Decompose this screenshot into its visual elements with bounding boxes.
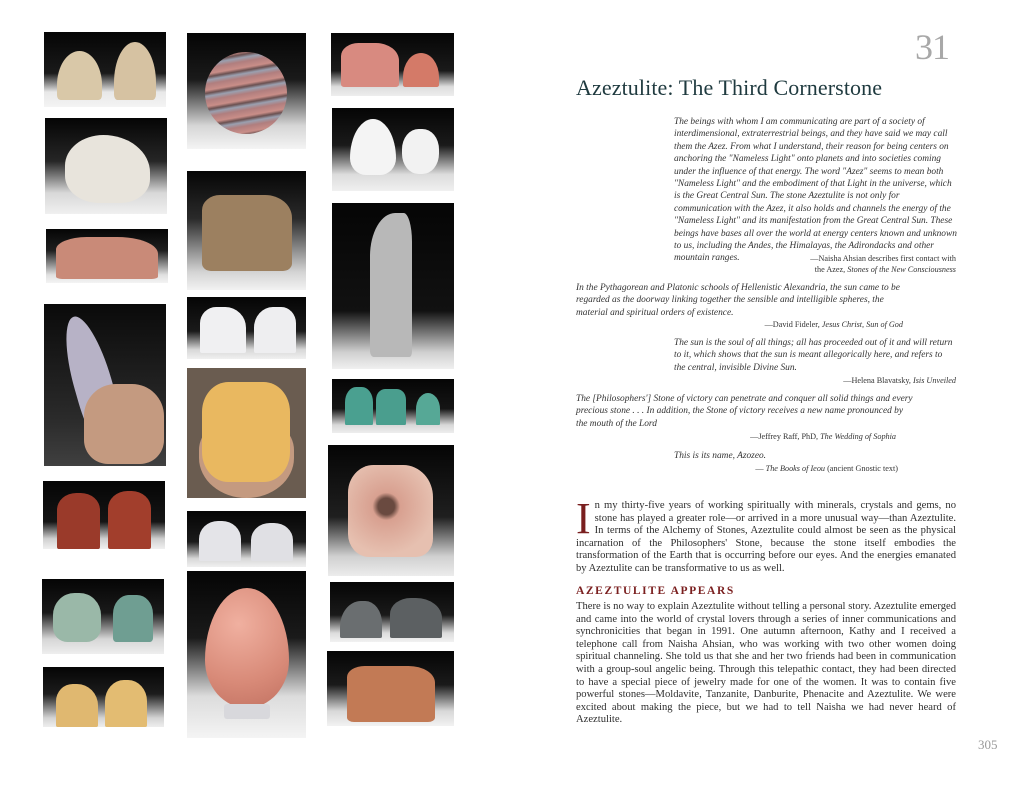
- epigraph-azez: [674, 116, 958, 265]
- chapter-number: 31: [915, 27, 949, 67]
- epigraph-attribution: [600, 431, 896, 442]
- photo-golden-in-hands: [187, 368, 306, 498]
- stone-shape: [56, 237, 158, 279]
- photo-clear-pair: [187, 511, 306, 567]
- photo-orange-cluster: [327, 651, 454, 726]
- stone-shape: [202, 195, 292, 271]
- stone-shape: [113, 595, 153, 642]
- epigraph-text: In the Pythagorean and Platonic schools of Hellenistic Alexandria, the sun came to be regarded as the doorway linking together the sensible and intelligible spheres, the material and spiritual orders of existence.: [576, 283, 900, 318]
- photo-white-pair: [187, 297, 306, 359]
- hand-shape: [84, 384, 164, 464]
- photo-pink-egg: [187, 571, 306, 738]
- photo-pink-pair: [331, 33, 454, 96]
- attribution-author: —Jeffrey Raff, PhD,: [750, 432, 821, 441]
- attribution-line: the Azez,: [814, 265, 848, 274]
- photo-dark-grey-pair: [330, 582, 454, 642]
- photo-smoky-crystal: [187, 171, 306, 290]
- stone-shape: [251, 523, 293, 561]
- stone-shape: [348, 465, 433, 557]
- epigraph-blavatsky: [674, 337, 956, 374]
- attribution-work: Isis Unveiled: [913, 376, 956, 385]
- photo-green-pair: [42, 579, 164, 654]
- attribution-dash: —: [755, 464, 766, 473]
- attribution-work: Stones of the New Consciousness: [847, 265, 956, 274]
- photo-teal-trio: [332, 379, 454, 433]
- stone-shape: [416, 393, 440, 425]
- stone-shape: [202, 382, 290, 482]
- stone-shape: [347, 666, 435, 722]
- epigraph-text: The sun is the soul of all things; all has proceeded out of it and will return to it, which shows that the sun is meant allegorically here, and refers to the central, invisible Divine Sun.: [674, 338, 953, 373]
- stone-shape: [370, 213, 412, 357]
- page-number: 305: [978, 737, 998, 752]
- epigraph-attribution: [700, 375, 956, 386]
- epigraph-attribution: [600, 319, 903, 330]
- intro-text: n my thirty-five years of working spiritually with minerals, crystals and gems, no stone has played a greater role—or arrived in a more unusual way—than Azeztulite. In terms of the Alchemy of Stones, Azeztulite could almost be seen as the physical incarnation of the Philosophers' Stone, because the stone itself embodies the transformation of the Earth that is occurring before our eyes. And the energies emanated by Azeztulite can be transformative to us as well.: [576, 500, 956, 574]
- epigraph-raff: [576, 393, 916, 430]
- attribution-author: —David Fideler,: [764, 320, 822, 329]
- attribution-author: —Helena Blavatsky,: [843, 376, 914, 385]
- epigraph-text: The [Philosophers'] Stone of victory can penetrate and conquer all solid things and every precious stone . . . In addition, the Stone of victory receives a new name pronounced by the mouth of the Lord: [576, 394, 913, 429]
- stone-shape: [254, 307, 296, 353]
- photo-red-pair: [43, 481, 165, 549]
- photo-white-tumbled-pair: [332, 108, 454, 191]
- stone-shape: [56, 684, 98, 727]
- epigraph-attribution: [700, 253, 956, 275]
- egg-stand: [224, 704, 270, 719]
- stone-shape: [376, 389, 406, 425]
- stone-shape: [402, 129, 439, 174]
- photo-yellow-pair: [43, 667, 164, 727]
- photo-grey-tower: [332, 203, 454, 369]
- section-paragraph: [576, 601, 956, 727]
- photo-lavender-in-hand: [44, 304, 166, 466]
- stone-shape: [341, 43, 399, 87]
- epigraph-ieou: [674, 450, 956, 462]
- photo-pink-rough-row: [46, 229, 168, 283]
- photo-cream-pair: [44, 32, 166, 107]
- stone-shape: [105, 680, 147, 727]
- stone-shape: [205, 52, 287, 134]
- attribution-work: The Wedding of Sophia: [820, 432, 896, 441]
- epigraph-text: This is its name, Azozeo.: [674, 451, 767, 461]
- attribution-note: (ancient Gnostic text): [825, 464, 898, 473]
- stone-shape: [390, 598, 442, 638]
- stone-shape: [53, 593, 101, 642]
- photo-banded-sphere: [187, 33, 306, 149]
- stone-shape: [345, 387, 373, 425]
- stone-shape: [340, 601, 382, 638]
- attribution-line: —Naisha Ahsian describes first contact with: [810, 254, 956, 263]
- drop-cap: I: [576, 494, 591, 543]
- stone-shape: [108, 491, 151, 549]
- chapter-title: Azeztulite: The Third Cornerstone: [576, 75, 883, 100]
- section-heading: AZEZTULITE APPEARS: [576, 585, 735, 597]
- intro-paragraph: [576, 494, 956, 576]
- epigraph-pythagorean: [576, 282, 916, 319]
- stone-shape: [57, 493, 100, 549]
- photo-white-cluster: [45, 118, 167, 214]
- epigraph-text: The beings with whom I am communicating are part of a society of interdimensional, extraterrestrial beings, and they have said we may call them the Azez. From what I understand, their reason for being centers on anchoring the "Nameless Light" onto planets and into societies coming under the influence of that energy. The word "Azez" seems to mean both "Nameless Light" and the embodiment of that Light in the universe, which is the Great Central Sun. The stone Azeztulite is not only for communication with the Azez, it also holds and channels the energy of the "Nameless Light" and its manifestation from the Great Central Sun. These beings have bases all over the world at energy centers known and unknown to us, including the Andes, the Himalayas, the Adirondacks and other mountain ranges.: [674, 117, 957, 264]
- epigraph-attribution: [700, 463, 898, 474]
- stone-shape: [200, 307, 246, 353]
- attribution-work: The Books of Ieou: [765, 464, 826, 473]
- stone-shape: [199, 521, 241, 561]
- section-text: There is no way to explain Azeztulite without telling a personal story. Azeztulite emerged and came into the world of crystal lovers through a series of inner communications and synchronicities that began in 1991. One autumn afternoon, Kathy and I received a telephone call from Naisha Ahsian, who was working with two other women doing spiritual channeling. She told us that she and her two friends had been in communication with a group-soul angelic being. Through this telepathic contact, they had been directed to have a special piece of jewelry made for one of the women. It was to contain five powerful stones—Moldavite, Tanzanite, Danburite, Phenacite and Azeztulite. We were excited about making the piece, but we had to tell Naisha we had never heard of Azeztulite.: [576, 601, 956, 726]
- photo-pink-matrix: [328, 445, 454, 576]
- attribution-work: Jesus Christ, Sun of God: [821, 320, 903, 329]
